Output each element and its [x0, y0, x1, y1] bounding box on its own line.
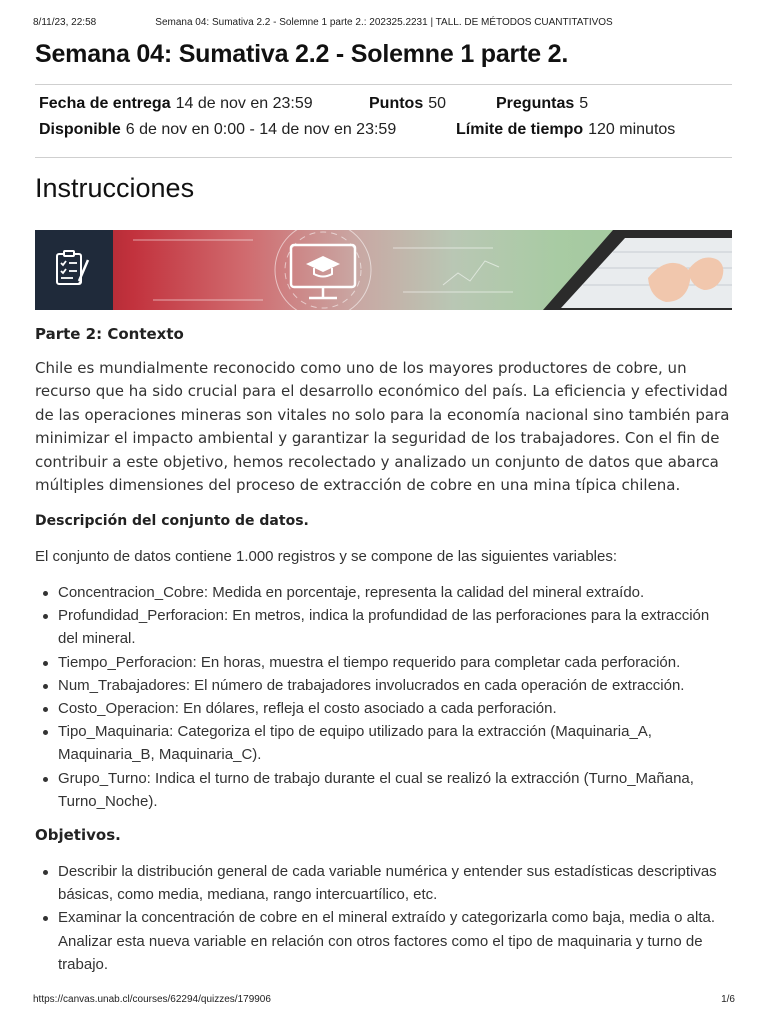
- list-item: Describir la distribución general de cada variable numérica y entender sus estadísticas descriptivas básicas, como media, mediana, rango intercuartílico, etc.: [35, 860, 725, 906]
- due-date-label: Fecha de entrega: [39, 95, 171, 112]
- time-limit: [456, 121, 675, 139]
- page-url[interactable]: https://canvas.unab.cl/courses/62294/quizzes/179906: [33, 994, 271, 1005]
- dataset-heading: Descripción del conjunto de datos.: [35, 513, 309, 529]
- time-limit-value: 120 minutos: [588, 121, 676, 138]
- variables-list: [35, 581, 725, 813]
- list-item: Num_Trabajadores: El número de trabajadores involucrados en cada operación de extracción.: [35, 674, 725, 697]
- checklist-icon: [35, 230, 113, 310]
- laptop-typing-hands-icon: [543, 230, 732, 310]
- availability-label: Disponible: [39, 121, 121, 138]
- list-item: Profundidad_Perforacion: En metros, indica la profundidad de las perforaciones para la extracción del mineral.: [35, 604, 725, 650]
- print-datetime: 8/11/23, 22:58: [33, 17, 97, 28]
- questions-value: 5: [579, 95, 589, 112]
- divider: [35, 84, 732, 85]
- list-item: Tiempo_Perforacion: En horas, muestra el tiempo requerido para completar cada perforación.: [35, 651, 725, 674]
- objectives-heading: Objetivos.: [35, 826, 121, 844]
- page-title: Semana 04: Sumativa 2.2 - Solemne 1 parte 2.: [35, 40, 569, 68]
- banner-graphic: [113, 230, 732, 310]
- print-document-title: Semana 04: Sumativa 2.2 - Solemne 1 parte 2.: 202325.2231 | TALL. DE MÉTODOS CUANTITATIVOS: [155, 17, 613, 28]
- context-heading: Parte 2: Contexto: [35, 325, 184, 343]
- time-limit-label: Límite de tiempo: [456, 121, 584, 138]
- questions: [496, 95, 588, 113]
- questions-label: Preguntas: [496, 95, 575, 112]
- graduation-cap-monitor-icon: [291, 245, 355, 298]
- points: [369, 95, 446, 113]
- instructions-banner: [35, 230, 732, 310]
- instructions-heading: Instrucciones: [35, 173, 195, 203]
- list-item: Concentracion_Cobre: Medida en porcentaje, representa la calidad del mineral extraído.: [35, 581, 725, 604]
- list-item: Costo_Operacion: En dólares, refleja el costo asociado a cada perforación.: [35, 697, 725, 720]
- context-paragraph: Chile es mundialmente reconocido como uno de los mayores productores de cobre, un recurso que ha sido crucial para el desarrollo económico del país. La eficiencia y efectividad de las operaciones mineras son vitales no solo para la economía nacional sino también para minimizar el impacto ambiental y garantizar la seguridad de los trabajadores. Con el fin de contribuir a este objetivo, hemos recolectado y analizado un conjunto de datos que abarca múltiples dimensiones del proceso de extracción de cobre en una mina típica chilena.: [35, 359, 730, 495]
- print-header: [33, 17, 735, 31]
- due-date: [39, 95, 313, 113]
- list-item: Grupo_Turno: Indica el turno de trabajo durante el cual se realizó la extracción (Turno_Mañana, Turno_Noche).: [35, 767, 725, 813]
- list-item: Examinar la concentración de cobre en el mineral extraído y categorizarla como baja, media o alta. Analizar esta nueva variable en relación con otros factores como el tipo de maquinaria y turno de trabajo.: [35, 906, 725, 976]
- divider: [35, 157, 732, 158]
- page-number: 1/6: [721, 994, 735, 1005]
- list-item: Tipo_Maquinaria: Categoriza el tipo de equipo utilizado para la extracción (Maquinaria_A, Maquinaria_B, Maquinaria_C).: [35, 720, 725, 766]
- due-date-value: 14 de nov en 23:59: [175, 95, 313, 112]
- points-value: 50: [428, 95, 447, 112]
- availability: [39, 121, 396, 139]
- points-label: Puntos: [369, 95, 424, 112]
- objectives-list: [35, 860, 725, 976]
- availability-value: 6 de nov en 0:00 - 14 de nov en 23:59: [125, 121, 397, 138]
- dataset-intro: El conjunto de datos contiene 1.000 registros y se compone de las siguientes variables:: [35, 548, 618, 565]
- checklist-icon-box: [35, 230, 113, 310]
